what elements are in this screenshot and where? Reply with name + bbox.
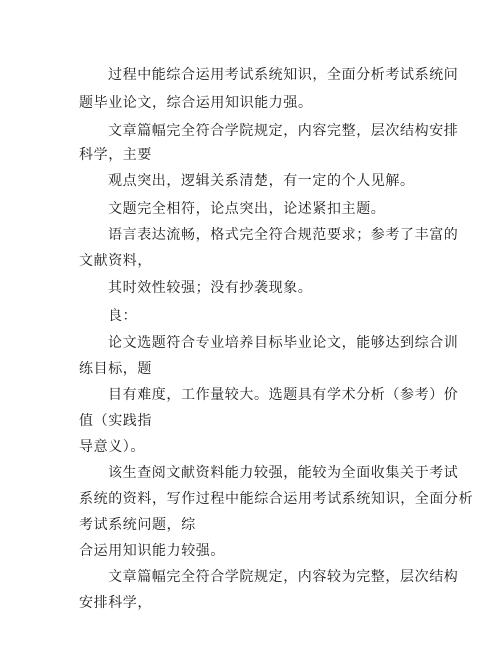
text-line: 练目标，题 [79,361,152,377]
text-line: 其时效性较强；没有抄袭现象。 [108,280,313,296]
text-line: 文章篇幅完全符合学院规定，内容完整，层次结构安排 [108,123,459,139]
text-line: 科学，主要 [79,147,152,163]
text-line: 观点突出，逻辑关系清楚，有一定的个人见解。 [108,173,415,189]
text-line: 良： [108,308,138,324]
text-line: 论文选题符合专业培养目标毕业论文，能够达到综合训 [108,335,459,351]
text-line: 题毕业论文，综合运用知识能力强。 [79,95,313,111]
text-line: 文章篇幅完全符合学院规定，内容较为完整，层次结构 [108,569,459,585]
text-line: 目有难度，工作量较大。选题具有学术分析（参考）价 [108,387,459,403]
text-line: 文献资料， [79,253,152,269]
text-line: 安排科学， [79,595,152,611]
text-line: 过程中能综合运用考试系统知识，全面分析考试系统问 [108,67,459,83]
text-line: 该生查阅文献资料能力较强，能较为全面收集关于考试 [108,465,459,481]
text-line: 系统的资料，写作过程中能综合运用考试系统知识，全面分析 [79,491,474,507]
text-line: 值（实践指 [79,413,152,429]
text-line: 考试系统问题，综 [79,517,196,533]
text-line: 语言表达流畅，格式完全符合规范要求；参考了丰富的 [108,227,459,243]
text-line: 合运用知识能力较强。 [79,543,225,559]
text-line: 导意义）。 [79,439,145,455]
text-line: 文题完全相符，论点突出，论述紧扣主题。 [108,201,386,217]
